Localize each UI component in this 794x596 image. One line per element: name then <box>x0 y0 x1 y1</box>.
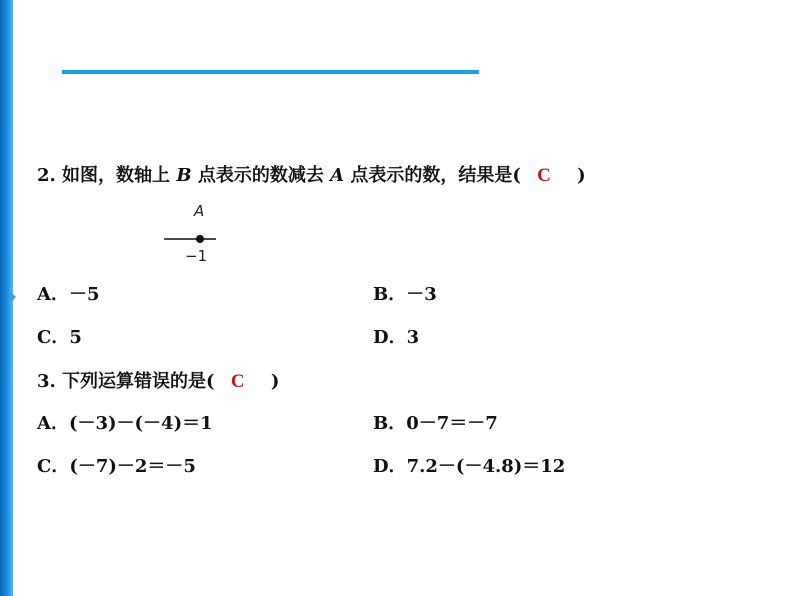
q2-option-a: A．－5 <box>37 284 100 305</box>
q2-option-d: D．3 <box>373 327 420 348</box>
point-a-dot <box>196 235 204 243</box>
left-bar-notch <box>9 290 16 304</box>
q3-option-b: B．0－7＝－7 <box>373 413 498 434</box>
q3-close-paren: ) <box>270 371 280 392</box>
q3-option-d: D．7.2－(－4.8)＝12 <box>373 456 566 477</box>
q3-answer: C <box>230 371 245 392</box>
q2-text-middle: 点表示的数减去 <box>191 165 331 186</box>
number-line-figure <box>160 202 230 268</box>
q3-option-a: A．(－3)－(－4)＝1 <box>37 413 213 434</box>
q2-text-suffix: 点表示的数，结果是( <box>344 165 521 186</box>
q2-close-paren: ) <box>577 165 586 186</box>
q2-option-c: C．5 <box>37 327 82 348</box>
number-line-label-value: −1 <box>185 247 208 265</box>
q2-point-b: B <box>176 165 192 186</box>
question-3-stem <box>37 371 279 393</box>
q3-text-prefix: 3. 下列运算错误的是( <box>37 371 215 392</box>
question-2-stem <box>37 165 586 187</box>
q2-answer: C <box>537 165 551 186</box>
title-underline <box>62 70 479 74</box>
q2-option-b: B．－3 <box>373 284 437 305</box>
q3-option-c: C．(－7)－2＝－5 <box>37 456 196 477</box>
number-line-label-a: A <box>194 202 205 220</box>
q2-point-a: A <box>330 165 345 186</box>
q2-text-prefix: 2. 如图，数轴上 <box>37 165 177 186</box>
